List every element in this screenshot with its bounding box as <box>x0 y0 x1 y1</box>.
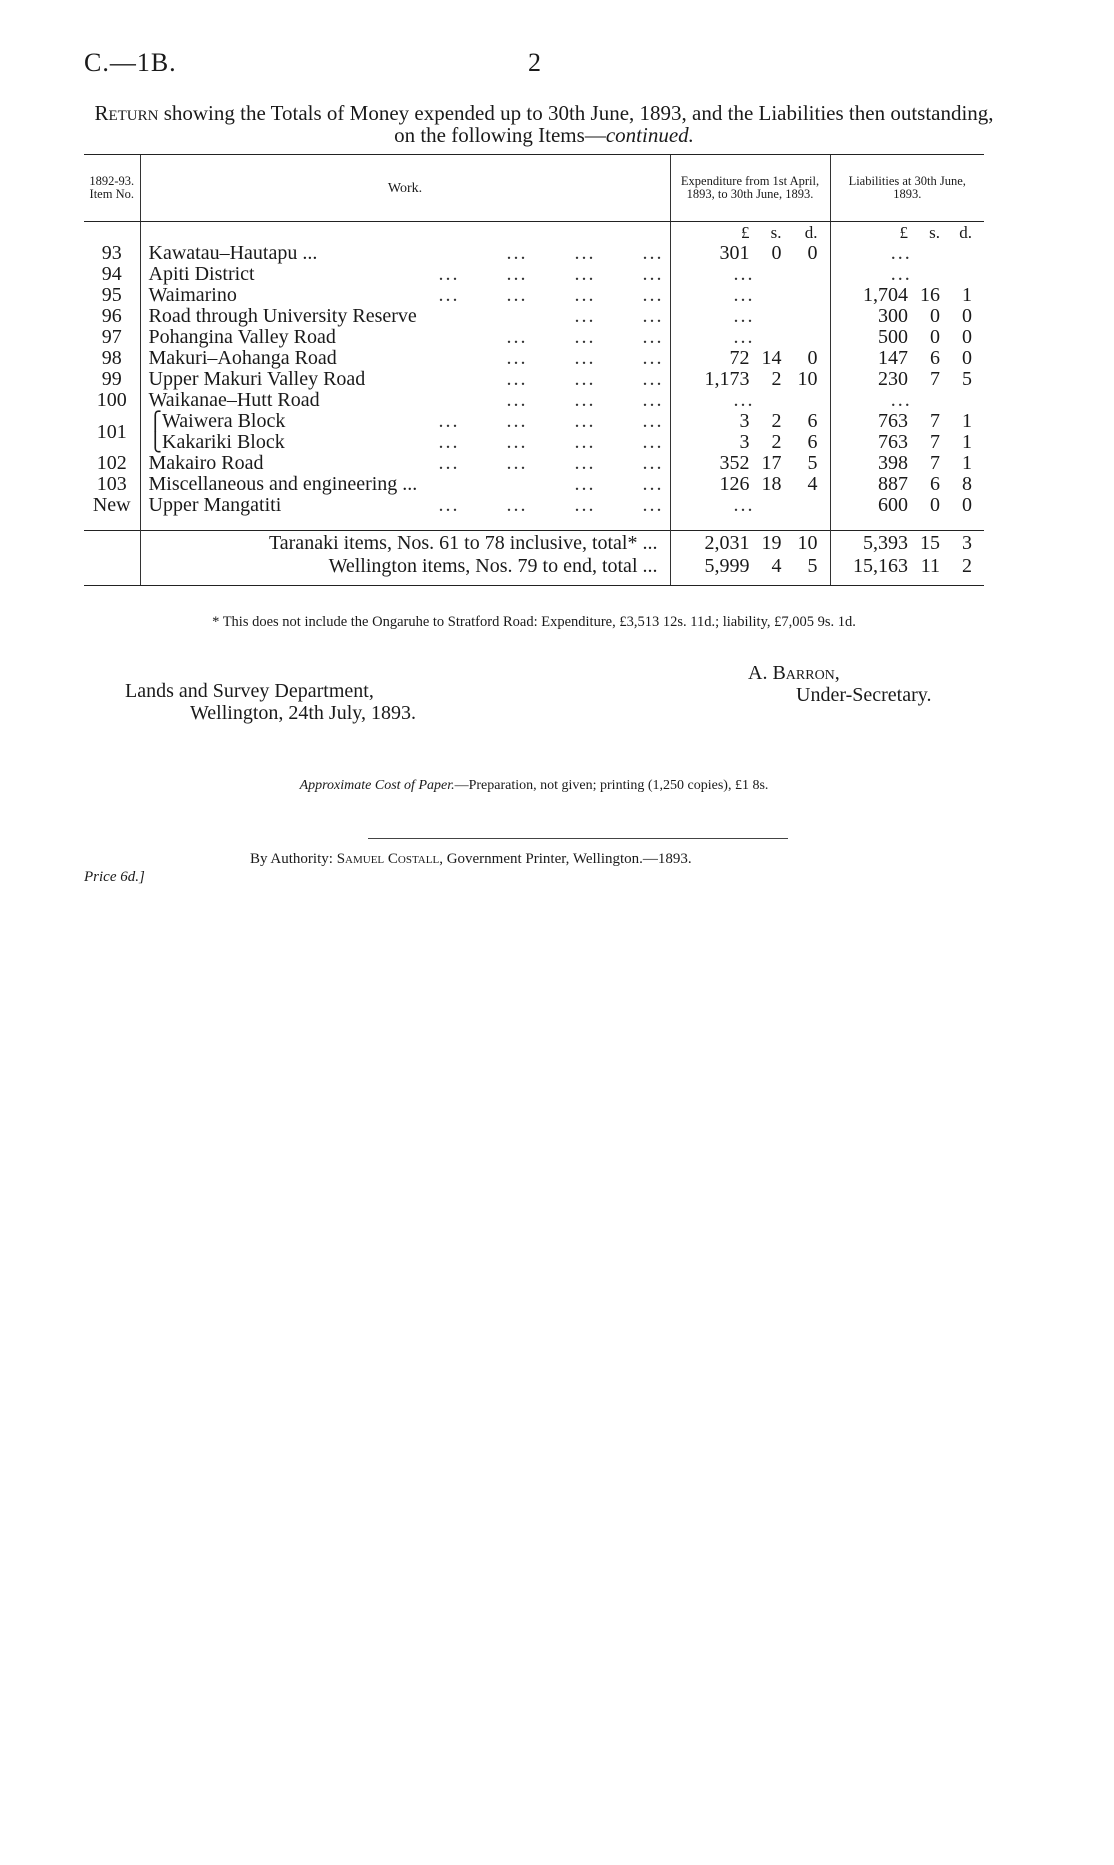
pounds: 300 <box>878 305 908 327</box>
pence: 1 <box>962 410 972 432</box>
amount <box>831 369 973 390</box>
amount <box>831 453 973 474</box>
cost-text: —Preparation, not given; printing (1,250 copies), £1 8s. <box>454 778 769 793</box>
pounds: 5,999 <box>704 554 750 577</box>
lia-cell <box>830 285 984 306</box>
page-number: 2 <box>528 48 541 77</box>
shillings: 0 <box>771 242 782 264</box>
shillings: 11 <box>920 554 940 577</box>
item-no: 99 <box>101 368 122 390</box>
pound-unit: £ <box>899 223 908 242</box>
pence: 5 <box>807 452 818 474</box>
pounds: 352 <box>719 452 750 474</box>
shillings: 15 <box>920 531 940 554</box>
work-name: Miscellaneous and engineering ... <box>148 473 418 495</box>
spacer <box>830 516 984 530</box>
amount <box>671 369 818 390</box>
table-row <box>84 495 984 516</box>
pence: 8 <box>962 473 972 495</box>
amount <box>831 474 973 495</box>
department-name: Lands and Survey Department, <box>125 680 374 702</box>
item-no: New <box>92 494 131 516</box>
exp-cell <box>670 369 830 390</box>
pounds: 1,173 <box>704 368 750 390</box>
work-cell <box>140 390 670 411</box>
pounds: 3 <box>739 431 750 453</box>
amount <box>831 306 973 327</box>
units-spacer <box>84 222 140 244</box>
item-no: 94 <box>101 263 122 285</box>
exp-cell <box>670 530 830 554</box>
amount <box>671 453 818 474</box>
item-no: 95 <box>101 284 122 306</box>
work-cell <box>140 348 670 369</box>
lia-cell <box>830 327 984 348</box>
exp-cell: ... <box>670 306 830 327</box>
amount <box>831 556 973 577</box>
lia-cell <box>830 432 984 453</box>
exp-units <box>670 222 830 244</box>
item-no: 96 <box>101 305 122 327</box>
pounds: 763 <box>878 431 908 453</box>
pounds: 72 <box>729 347 750 369</box>
table-row <box>84 243 984 264</box>
amount <box>831 348 973 369</box>
item-no: 97 <box>101 326 122 348</box>
pounds: 1,704 <box>863 284 908 306</box>
amount <box>671 243 818 264</box>
price-note: Price 6d.] <box>84 869 145 885</box>
pounds: 230 <box>878 368 908 390</box>
header-item-no: 1892-93. Item No. <box>84 155 140 222</box>
amount <box>671 348 818 369</box>
item-no: 100 <box>96 389 127 411</box>
pence: 10 <box>797 368 818 390</box>
work-cell <box>140 495 670 516</box>
shillings: 16 <box>920 284 940 306</box>
item-no: 102 <box>96 452 127 474</box>
table-row <box>84 369 984 390</box>
lia-cell <box>830 474 984 495</box>
exp-cell <box>670 453 830 474</box>
leader-dots: ... ... ... ... <box>438 494 664 516</box>
amount <box>831 495 973 516</box>
shilling-unit: s. <box>770 223 782 242</box>
shillings: 19 <box>761 531 782 554</box>
header-row <box>84 155 984 222</box>
shillings: 17 <box>761 452 782 474</box>
work-cell <box>140 264 670 285</box>
leader-dots: ... ... ... ... <box>438 452 664 474</box>
work-name: Pohangina Valley Road <box>148 326 336 348</box>
table-row <box>84 264 984 285</box>
table-row <box>84 327 984 348</box>
leader-dots: ... ... ... <box>506 242 664 264</box>
title-lead: Return <box>94 101 159 125</box>
lia-cell <box>830 348 984 369</box>
pounds: 5,393 <box>863 531 908 554</box>
pence: 4 <box>807 473 818 495</box>
work-name: Waiwera Block <box>162 410 286 432</box>
leader-dots: ... ... <box>574 305 664 327</box>
pence: 5 <box>962 368 972 390</box>
shillings: 0 <box>930 326 940 348</box>
pence: 10 <box>797 531 818 554</box>
work-cell <box>140 453 670 474</box>
pounds: 147 <box>878 347 908 369</box>
exp-cell: ... <box>670 285 830 306</box>
pence: 0 <box>807 242 818 264</box>
lia-cell <box>830 530 984 554</box>
shillings: 7 <box>930 431 940 453</box>
lia-cell <box>830 369 984 390</box>
shillings: 7 <box>930 452 940 474</box>
table-row <box>84 348 984 369</box>
amount <box>671 474 818 495</box>
lia-cell: ... <box>830 390 984 411</box>
leader-dots: ... ... ... <box>506 389 664 411</box>
cost-label: Approximate Cost of Paper. <box>299 778 455 793</box>
pence: 2 <box>962 554 972 577</box>
amount <box>831 533 973 554</box>
pounds: 600 <box>878 494 908 516</box>
work-cell <box>140 411 670 432</box>
lia-cell <box>830 306 984 327</box>
lia-cell <box>830 495 984 516</box>
amount <box>671 533 818 554</box>
signatory-name: A. Barron, <box>748 662 840 684</box>
leader-dots: ... ... ... ... <box>438 284 664 306</box>
divider <box>368 838 788 839</box>
shillings: 7 <box>930 410 940 432</box>
title-continued: continued. <box>605 123 694 147</box>
pence: 0 <box>962 494 972 516</box>
shillings: 14 <box>761 347 782 369</box>
exp-cell: ... <box>670 495 830 516</box>
work-name: Makuri–Aohanga Road <box>148 347 337 369</box>
table-row <box>84 390 984 411</box>
work-name: Kakariki Block <box>162 431 285 453</box>
pence: 0 <box>962 347 972 369</box>
shillings: 6 <box>930 473 940 495</box>
spacer <box>670 516 830 530</box>
amount <box>671 432 818 453</box>
pounds: 887 <box>878 473 908 495</box>
header-liabilities: Liabilities at 30th June, 1893. <box>830 155 984 222</box>
spacer-row <box>84 516 984 530</box>
shillings: 2 <box>771 410 782 432</box>
leader-dots: ... ... <box>574 473 664 495</box>
return-table <box>84 154 984 586</box>
pounds: 398 <box>878 452 908 474</box>
cost-note <box>84 778 984 794</box>
work-name: Apiti District <box>148 263 255 285</box>
table-row <box>84 474 984 495</box>
brace-icon: ⎧ <box>148 411 162 431</box>
authority-line <box>250 851 692 868</box>
exp-cell <box>670 554 830 586</box>
amount <box>831 327 973 348</box>
exp-cell <box>670 348 830 369</box>
units <box>671 222 818 243</box>
pounds: 15,163 <box>853 554 908 577</box>
total-row <box>84 530 984 554</box>
units <box>831 222 973 243</box>
printer-name: Samuel Costall <box>336 851 440 867</box>
work-cell <box>140 432 670 453</box>
shillings: 0 <box>930 494 940 516</box>
work-name: Waimarino <box>148 284 237 306</box>
brace-icon: ⎩ <box>148 432 162 452</box>
department-date: Wellington, 24th July, 1893. <box>190 702 416 724</box>
header-work: Work. <box>140 155 670 222</box>
leader-dots: ... ... ... <box>506 347 664 369</box>
lia-cell <box>830 554 984 586</box>
spacer <box>84 516 140 530</box>
work-cell <box>140 369 670 390</box>
table-row <box>84 306 984 327</box>
pounds: 301 <box>719 242 750 264</box>
table-row <box>84 285 984 306</box>
pence: 5 <box>807 554 818 577</box>
shillings: 6 <box>930 347 940 369</box>
total-label: Wellington items, Nos. 79 to end, total ... <box>140 554 670 586</box>
footnote: * This does not include the Ongaruhe to Stratford Road: Expenditure, £3,513 12s. 11d.; liability, £7,005 9s. 1d. <box>212 614 856 630</box>
work-cell <box>140 285 670 306</box>
spacer <box>140 516 670 530</box>
pence: 6 <box>807 410 818 432</box>
work-cell <box>140 306 670 327</box>
exp-cell <box>670 432 830 453</box>
pounds: 126 <box>719 473 750 495</box>
total-row <box>84 554 984 586</box>
pence-unit: d. <box>959 223 972 242</box>
work-name: Waikanae–Hutt Road <box>148 389 320 411</box>
amount <box>671 556 818 577</box>
pence: 3 <box>962 531 972 554</box>
work-name: Road through University Reserve <box>148 305 417 327</box>
shillings: 4 <box>771 554 782 577</box>
exp-cell <box>670 474 830 495</box>
item-no: 101 <box>96 420 127 443</box>
pence: 6 <box>807 431 818 453</box>
shillings: 2 <box>771 431 782 453</box>
page-title <box>84 102 1004 146</box>
shilling-unit: s. <box>929 223 940 242</box>
exp-cell: ... <box>670 327 830 348</box>
signatory-title: Under-Secretary. <box>796 684 932 706</box>
pence: 0 <box>807 347 818 369</box>
leader-dots: ... ... ... <box>506 326 664 348</box>
header-expenditure: Expenditure from 1st April, 1893, to 30th June, 1893. <box>670 155 830 222</box>
table-row <box>84 411 984 432</box>
amount <box>671 411 818 432</box>
title-text: showing the Totals of Money expended up to 30th June, 1893, and the Liabilities then outstanding, on the following Items— <box>158 101 994 147</box>
table-row <box>84 453 984 474</box>
table-body <box>84 222 984 586</box>
pence: 0 <box>962 326 972 348</box>
pounds: 500 <box>878 326 908 348</box>
work-name: Kawatau–Hautapu ... <box>148 242 318 264</box>
authority-suffix: , Government Printer, Wellington.—1893. <box>439 851 692 867</box>
item-no: 103 <box>96 473 127 495</box>
work-name: Upper Makuri Valley Road <box>148 368 366 390</box>
work-cell <box>140 243 670 264</box>
lia-cell <box>830 453 984 474</box>
pence: 1 <box>962 452 972 474</box>
amount <box>831 432 973 453</box>
pence: 1 <box>962 431 972 453</box>
leader-dots: ... ... ... ... <box>438 410 664 432</box>
amount <box>831 285 973 306</box>
pence: 0 <box>962 305 972 327</box>
shillings: 0 <box>930 305 940 327</box>
lia-cell: ... <box>830 264 984 285</box>
shillings: 18 <box>761 473 782 495</box>
document-id: C.—1B. <box>84 48 177 77</box>
shillings: 2 <box>771 368 782 390</box>
leader-dots: ... ... ... ... <box>438 431 664 453</box>
work-cell <box>140 327 670 348</box>
table-row <box>84 432 984 453</box>
leader-dots: ... ... ... ... <box>438 263 664 285</box>
exp-cell <box>670 243 830 264</box>
total-label: Taranaki items, Nos. 61 to 78 inclusive, total* ... <box>140 530 670 554</box>
amount <box>831 411 973 432</box>
lia-units <box>830 222 984 244</box>
units-spacer <box>140 222 670 244</box>
pound-unit: £ <box>741 223 750 242</box>
exp-cell: ... <box>670 390 830 411</box>
pence: 1 <box>962 284 972 306</box>
work-cell <box>140 474 670 495</box>
item-no: 93 <box>101 242 122 264</box>
total-spacer <box>84 530 140 554</box>
exp-cell: ... <box>670 264 830 285</box>
work-name: Makairo Road <box>148 452 264 474</box>
authority-prefix: By Authority: <box>250 851 337 867</box>
shillings: 7 <box>930 368 940 390</box>
units-row <box>84 222 984 244</box>
lia-cell: ... <box>830 243 984 264</box>
item-no: 98 <box>101 347 122 369</box>
exp-cell <box>670 411 830 432</box>
work-name: Upper Mangatiti <box>148 494 282 516</box>
signature-block <box>748 662 931 706</box>
total-spacer <box>84 554 140 586</box>
leader-dots: ... ... ... <box>506 368 664 390</box>
pence-unit: d. <box>804 223 818 242</box>
lia-cell <box>830 411 984 432</box>
pounds: 2,031 <box>704 531 750 554</box>
pounds: 763 <box>878 410 908 432</box>
pounds: 3 <box>739 410 750 432</box>
department-block <box>125 680 416 724</box>
